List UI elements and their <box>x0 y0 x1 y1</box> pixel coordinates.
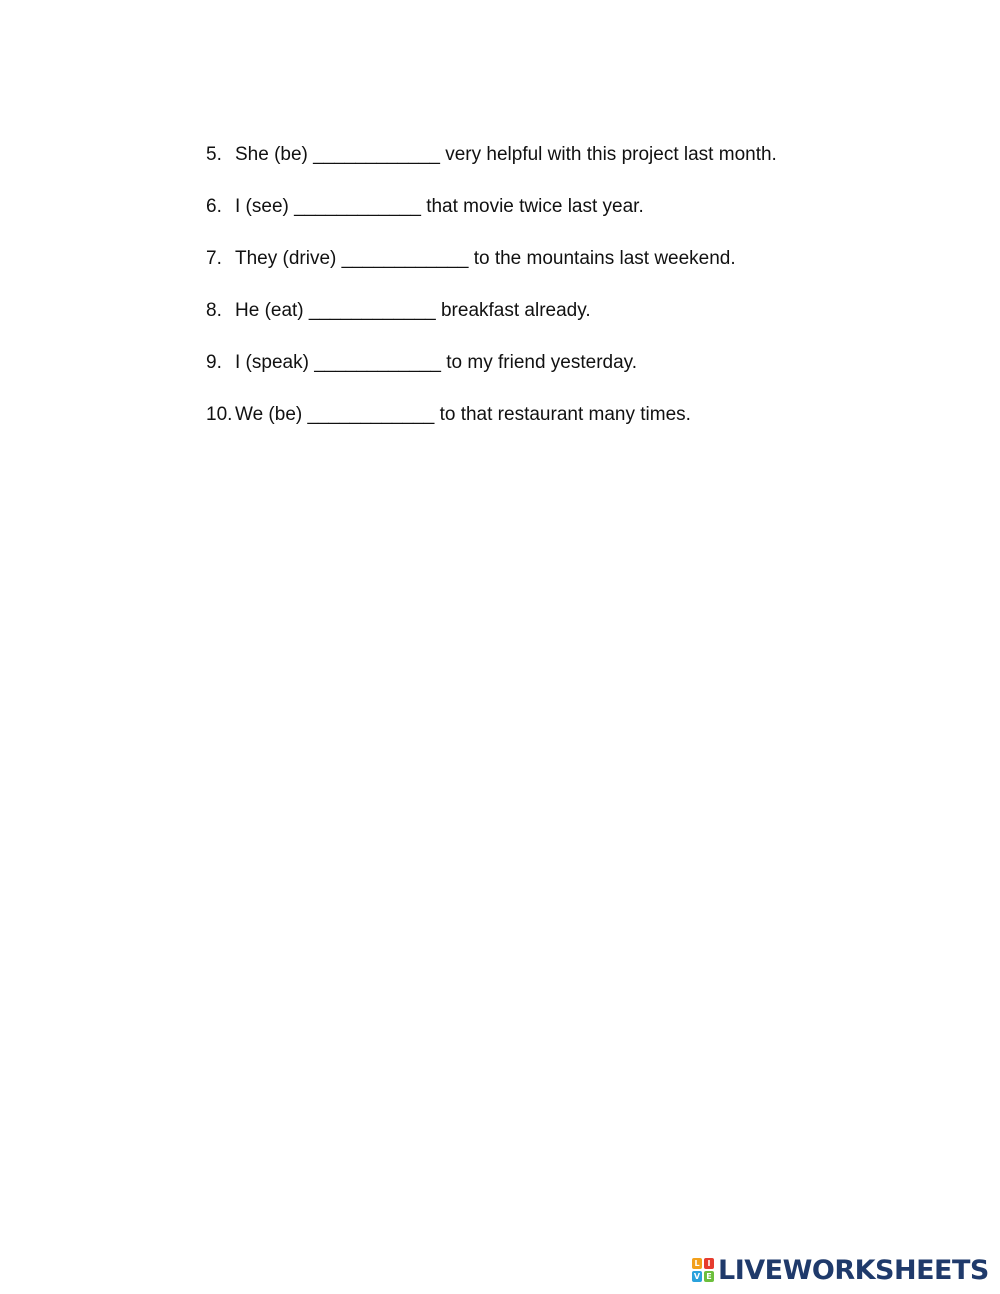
item-number: 7. <box>206 248 222 269</box>
item-sentence: We (be) ____________ to that restaurant many times. <box>235 404 691 425</box>
exercise-item-7 <box>206 244 966 296</box>
logo-tile-e: E <box>704 1271 714 1282</box>
logo-tile-l: L <box>692 1258 702 1269</box>
item-number: 8. <box>206 300 222 321</box>
logo-text: LIVEWORKSHEETS <box>718 1254 989 1286</box>
exercise-item-5 <box>206 140 966 192</box>
logo-mark-icon <box>692 1258 714 1282</box>
liveworksheets-logo <box>692 1254 989 1286</box>
item-sentence: I (see) ____________ that movie twice last year. <box>235 196 644 217</box>
exercise-item-6 <box>206 192 966 244</box>
exercise-item-8 <box>206 296 966 348</box>
exercise-list <box>206 140 966 452</box>
exercise-item-10 <box>206 400 966 452</box>
item-number: 10. <box>206 404 233 425</box>
exercise-item-9 <box>206 348 966 400</box>
item-sentence: I (speak) ____________ to my friend yesterday. <box>235 352 638 373</box>
item-sentence: They (drive) ____________ to the mountains last weekend. <box>235 248 736 269</box>
logo-tile-v: V <box>693 1272 701 1281</box>
item-sentence: He (eat) ____________ breakfast already. <box>235 300 591 321</box>
item-number: 5. <box>206 144 222 165</box>
logo-tile-i: I <box>704 1258 714 1269</box>
item-sentence: She (be) ____________ very helpful with this project last month. <box>235 144 777 165</box>
item-number: 6. <box>206 196 222 217</box>
item-number: 9. <box>206 352 222 373</box>
